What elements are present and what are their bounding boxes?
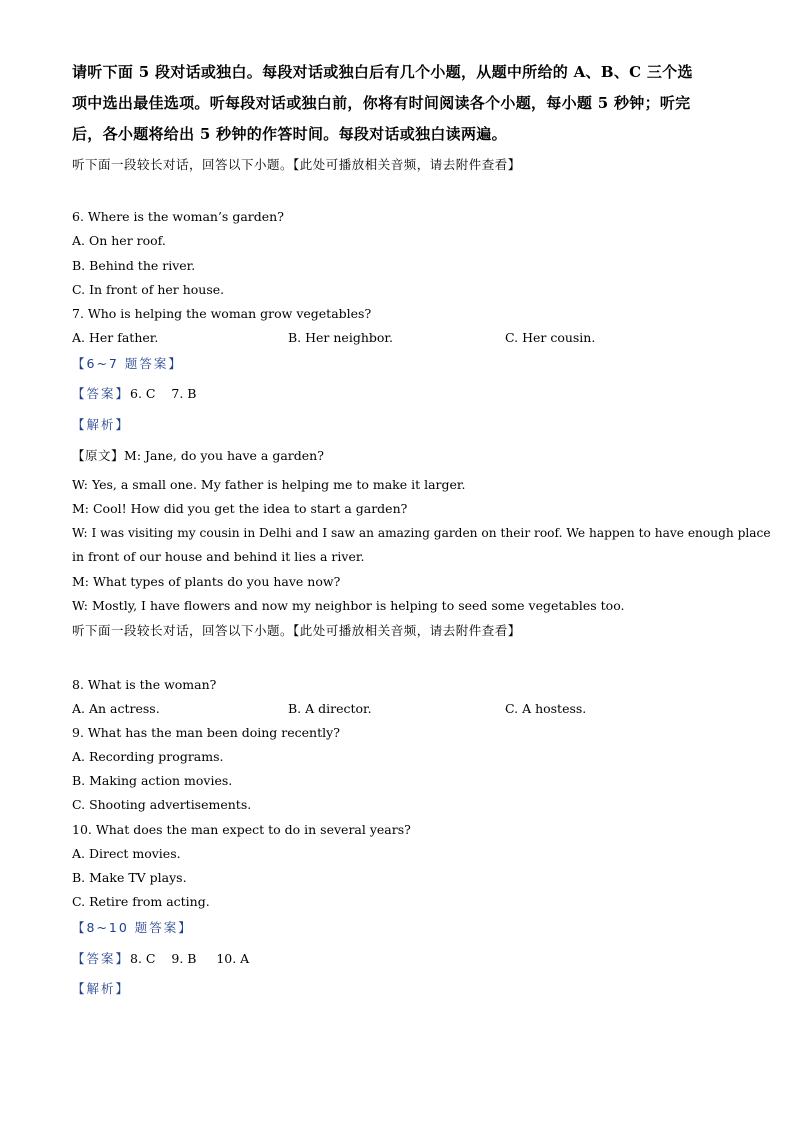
script-line-3: M: Cool! How did you get the idea to start a garden? [72,501,408,516]
analysis-label-8-10: 【解析】 [72,981,131,996]
script-line-6: M: What types of plants do you have now? [72,574,341,589]
instructions-line-3: 后，各小题将给出 5 秒钟的作答时间。每段对话或独白读两遍。 [72,125,507,143]
question-8-option-b: B. A director. [288,701,372,716]
answer-line-8-10 [72,951,249,967]
answer-label: 【答案】 [72,386,131,401]
question-7-option-a: A. Her father. [72,330,159,345]
script-label: 【原文】 [72,448,125,463]
question-9-option-b: B. Making action movies. [72,773,233,788]
question-6: 6. Where is the woman’s garden? [72,209,284,224]
question-6-option-b: B. Behind the river. [72,258,196,273]
script-text: M: Jane, do you have a garden? [124,448,324,463]
section-2-intro: 听下面一段较长对话，回答以下小题。【此处可播放相关音频，请去附件查看】 [72,623,521,638]
question-9-option-a: A. Recording programs. [72,749,224,764]
question-7-option-c: C. Her cousin. [505,330,596,345]
question-9: 9. What has the man been doing recently? [72,725,340,740]
question-7-option-b: B. Her neighbor. [288,330,393,345]
answer-line-6-7 [72,386,196,402]
script-line-1 [72,448,324,464]
answer-text: 8. C 9. B 10. A [130,951,250,966]
script-line-5: in front of our house and behind it lies a river. [72,549,365,564]
section-1-intro: 听下面一段较长对话，回答以下小题。【此处可播放相关音频，请去附件查看】 [72,157,521,172]
question-10-option-b: B. Make TV plays. [72,870,187,885]
script-line-2: W: Yes, a small one. My father is helping me to make it larger. [72,477,466,492]
question-8: 8. What is the woman? [72,677,217,692]
script-line-7: W: Mostly, I have flowers and now my neighbor is helping to seed some vegetables too. [72,598,625,613]
answer-header-8-10: 【8~10 题答案】 [72,920,193,935]
question-6-option-c: C. In front of her house. [72,282,225,297]
script-line-4: W: I was visiting my cousin in Delhi and I saw an amazing garden on their roof. We happen to have enough place [72,526,771,540]
question-7: 7. Who is helping the woman grow vegetables? [72,306,372,321]
question-10: 10. What does the man expect to do in several years? [72,822,411,837]
answer-label: 【答案】 [72,951,131,966]
question-10-option-c: C. Retire from acting. [72,894,210,909]
question-6-option-a: A. On her roof. [72,233,166,248]
instructions-line-2: 项中选出最佳选项。听每段对话或独白前，你将有时间阅读各个小题，每小题 5 秒钟；听完 [72,94,691,112]
question-8-option-c: C. A hostess. [505,701,587,716]
question-8-option-a: A. An actress. [72,701,160,716]
answer-header-6-7: 【6~7 题答案】 [72,356,183,371]
answer-text: 6. C 7. B [130,386,197,401]
analysis-label-6-7: 【解析】 [72,417,131,432]
question-10-option-a: A. Direct movies. [72,846,181,861]
instructions-line-1: 请听下面 5 段对话或独白。每段对话或独白后有几个小题，从题中所给的 A、B、C 三个选 [72,63,693,81]
question-9-option-c: C. Shooting advertisements. [72,797,252,812]
